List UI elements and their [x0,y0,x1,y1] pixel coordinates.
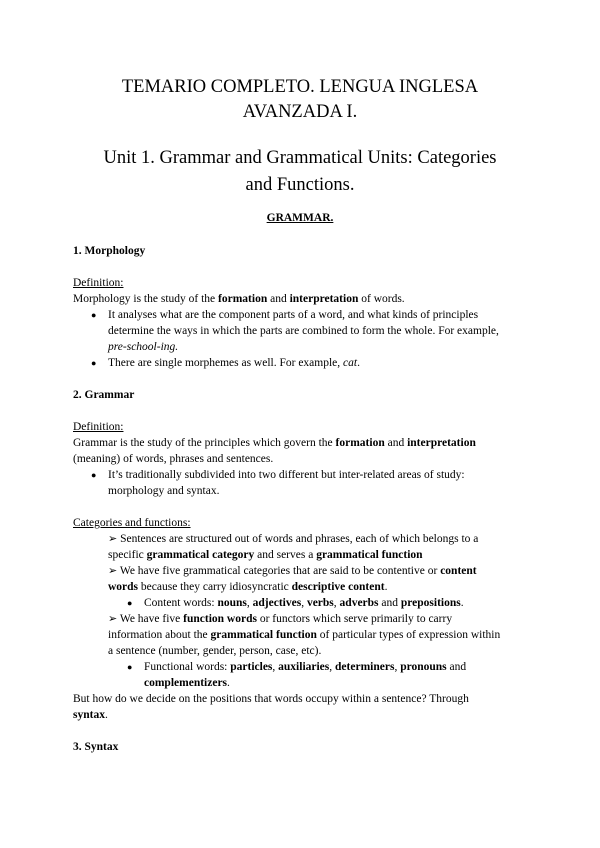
closing-line-1: But how do we decide on the positions that words occupy within a sentence? Through [73,693,469,705]
grammar-definition-line-2: (meaning) of words, phrases and sentences. [73,453,274,465]
morphology-bullet-2: There are single morphemes as well. For example, cat. [108,357,360,369]
categories-functions-label: Categories and functions: [73,517,191,529]
arrow-item-2-line-1: ➢ We have five grammatical categories that are said to be contentive or content [108,565,477,577]
grammar-bullet-1-line-2: morphology and syntax. [108,485,220,497]
grammar-definition-line-1: Grammar is the study of the principles which govern the formation and interpretation [73,437,476,449]
morphology-definition-text: Morphology is the study of the formation and interpretation of words. [73,293,405,305]
grammar-section-heading: GRAMMAR. [266,212,334,224]
arrow-item-3-line-2: information about the grammatical function of particular types of expression within [108,629,501,641]
grammar-bullet-1-line-1: It’s traditionally subdivided into two different but inter-related areas of study: [108,469,465,481]
document-title-line-1: TEMARIO COMPLETO. LENGUA INGLESA [121,77,479,97]
grammar-heading: 2. Grammar [73,389,135,401]
arrow-item-1-line-1: ➢ Sentences are structured out of words and phrases, each of which belongs to a [108,533,479,545]
arrow-bullet-icon: ➢ [108,613,118,625]
closing-line-2: syntax. [73,709,108,721]
arrow-bullet-icon: ➢ [108,565,118,577]
functional-words-item-line-2: complementizers. [144,677,230,689]
morphology-bullet-1-example: pre-school-ing. [108,341,179,353]
morphology-bullet-1-line-2: determine the ways in which the parts are combined to form the whole. For example, [108,325,499,337]
content-words-item: Content words: nouns, adjectives, verbs, adverbs and prepositions. [144,597,464,609]
grammar-definition-label: Definition: [73,421,124,433]
bullet-icon: ● [91,470,97,480]
morphology-definition-label: Definition: [73,277,124,289]
morphology-heading: 1. Morphology [73,245,146,257]
arrow-bullet-icon: ➢ [108,533,118,545]
syntax-heading: 3. Syntax [73,741,119,753]
arrow-item-2-line-2: words because they carry idiosyncratic descriptive content. [108,581,388,593]
arrow-item-1-line-2: specific grammatical category and serves a grammatical function [108,549,423,561]
functional-words-item-line-1: Functional words: particles, auxiliaries, determiners, pronouns and [144,661,467,673]
bullet-icon: ● [127,598,133,608]
bullet-icon: ● [127,662,133,672]
morphology-bullet-1-line-1: It analyses what are the component parts of a word, and what kinds of principles [108,309,479,321]
arrow-item-3-line-1: ➢ We have five function words or functors which serve primarily to carry [108,613,453,625]
bullet-icon: ● [91,310,97,320]
arrow-item-3-line-3: a sentence (number, gender, person, case, etc). [108,645,322,657]
document-title-line-2: AVANZADA I. [242,102,358,122]
bullet-icon: ● [91,358,97,368]
unit-title-line-1: Unit 1. Grammar and Grammatical Units: Categories [103,148,497,168]
unit-title-line-2: and Functions. [245,175,355,195]
